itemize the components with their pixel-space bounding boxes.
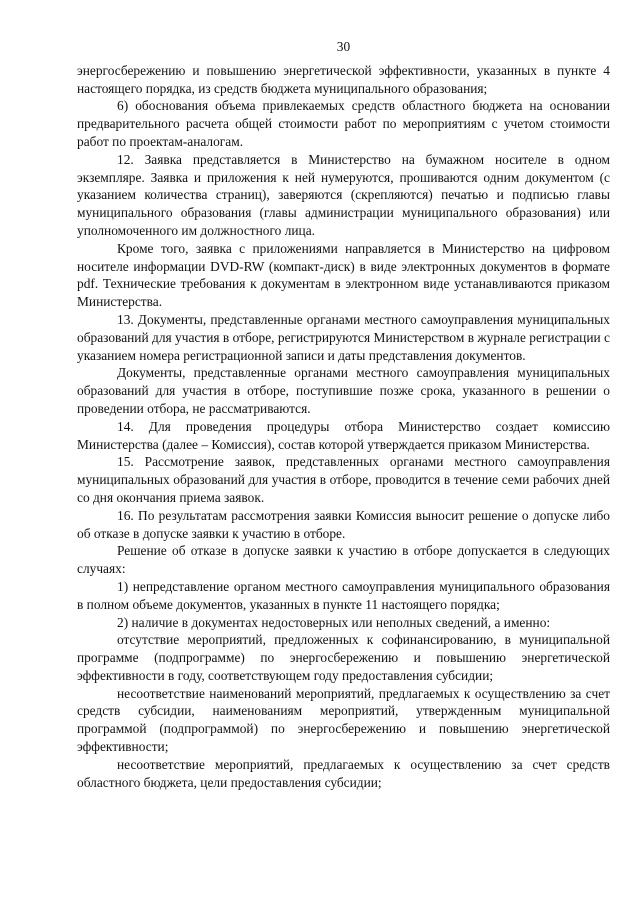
paragraph: энергосбережению и повышению энергетической эффективности, указанных в пункте 4 настоящего порядка, из средств бюджета муниципального образования;: [77, 62, 610, 96]
paragraph: 14. Для проведения процедуры отбора Министерство создает комиссию Министерства (далее – Комиссия), состав которой утверждается приказом Министерства.: [77, 418, 610, 452]
document-page: [77, 38, 610, 791]
paragraph: 13. Документы, представленные органами местного самоуправления муниципальных образований для участия в отборе, регистрируются Министерством в журнале регистрации с указанием номера регистрационной записи и даты представления документов.: [77, 311, 610, 363]
paragraph: Кроме того, заявка с приложениями направляется в Министерство на цифровом носителе информации DVD-RW (компакт-диск) в виде электронных документов в формате pdf. Технические требования к документам в электронном виде устанавливаются приказом Министерства.: [77, 240, 610, 310]
paragraph: 1) непредставление органом местного самоуправления муниципального образования в полном объеме документов, указанных в пункте 11 настоящего порядка;: [77, 578, 610, 612]
paragraph: 15. Рассмотрение заявок, представленных органами местного самоуправления муниципальных образований для участия в отборе, проводится в течение семи рабочих дней со дня окончания приема заявок.: [77, 454, 610, 505]
paragraph: 12. Заявка представляется в Министерство на бумажном носителе в одном экземпляре. Заявка и приложения к ней нумеруются, прошиваются одним документом (с указанием количества страниц), заверяются (скрепляются) печатью и подписью главы муниципального образования (главы администрации муниципального образования) или уполномоченного им должностного лица.: [77, 151, 610, 238]
paragraph: 2) наличие в документах недостоверных или неполных сведений, а именно:: [117, 614, 551, 630]
page-number: 30: [336, 39, 351, 54]
paragraph: Решение об отказе в допуске заявки к участию в отборе допускается в следующих случаях:: [77, 543, 610, 577]
document-body: [77, 62, 610, 792]
paragraph: несоответствие мероприятий, предлагаемых к осуществлению за счет средств областного бюджета, цели предоставления субсидии;: [77, 756, 610, 790]
paragraph: несоответствие наименований мероприятий, предлагаемых к осуществлению за счет средств субсидии, наименованиям мероприятий, утвержденным муниципальной программой (подпрограммой) по энергосбережению и повышению энергетической эффективности;: [77, 685, 610, 755]
paragraph: 6) обоснования объема привлекаемых средств областного бюджета на основании предварительного расчета общей стоимости работ по мероприятиям с учетом стоимости работ по проектам-аналогам.: [77, 98, 610, 149]
paragraph: отсутствие мероприятий, предложенных к софинансированию, в муниципальной программе (подпрограмме) по энергосбережению и повышению энергетической эффективности в году, соответствующем году предоставления субсидии;: [77, 632, 610, 683]
paragraph: Документы, представленные органами местного самоуправления муниципальных образований для участия в отборе, поступившие позже срока, указанного в решении о проведении отбора, не рассматриваются.: [77, 365, 610, 416]
paragraph: 16. По результатам рассмотрения заявки Комиссия выносит решение о допуске либо об отказе в допуске заявки к участию в отборе.: [77, 507, 610, 541]
